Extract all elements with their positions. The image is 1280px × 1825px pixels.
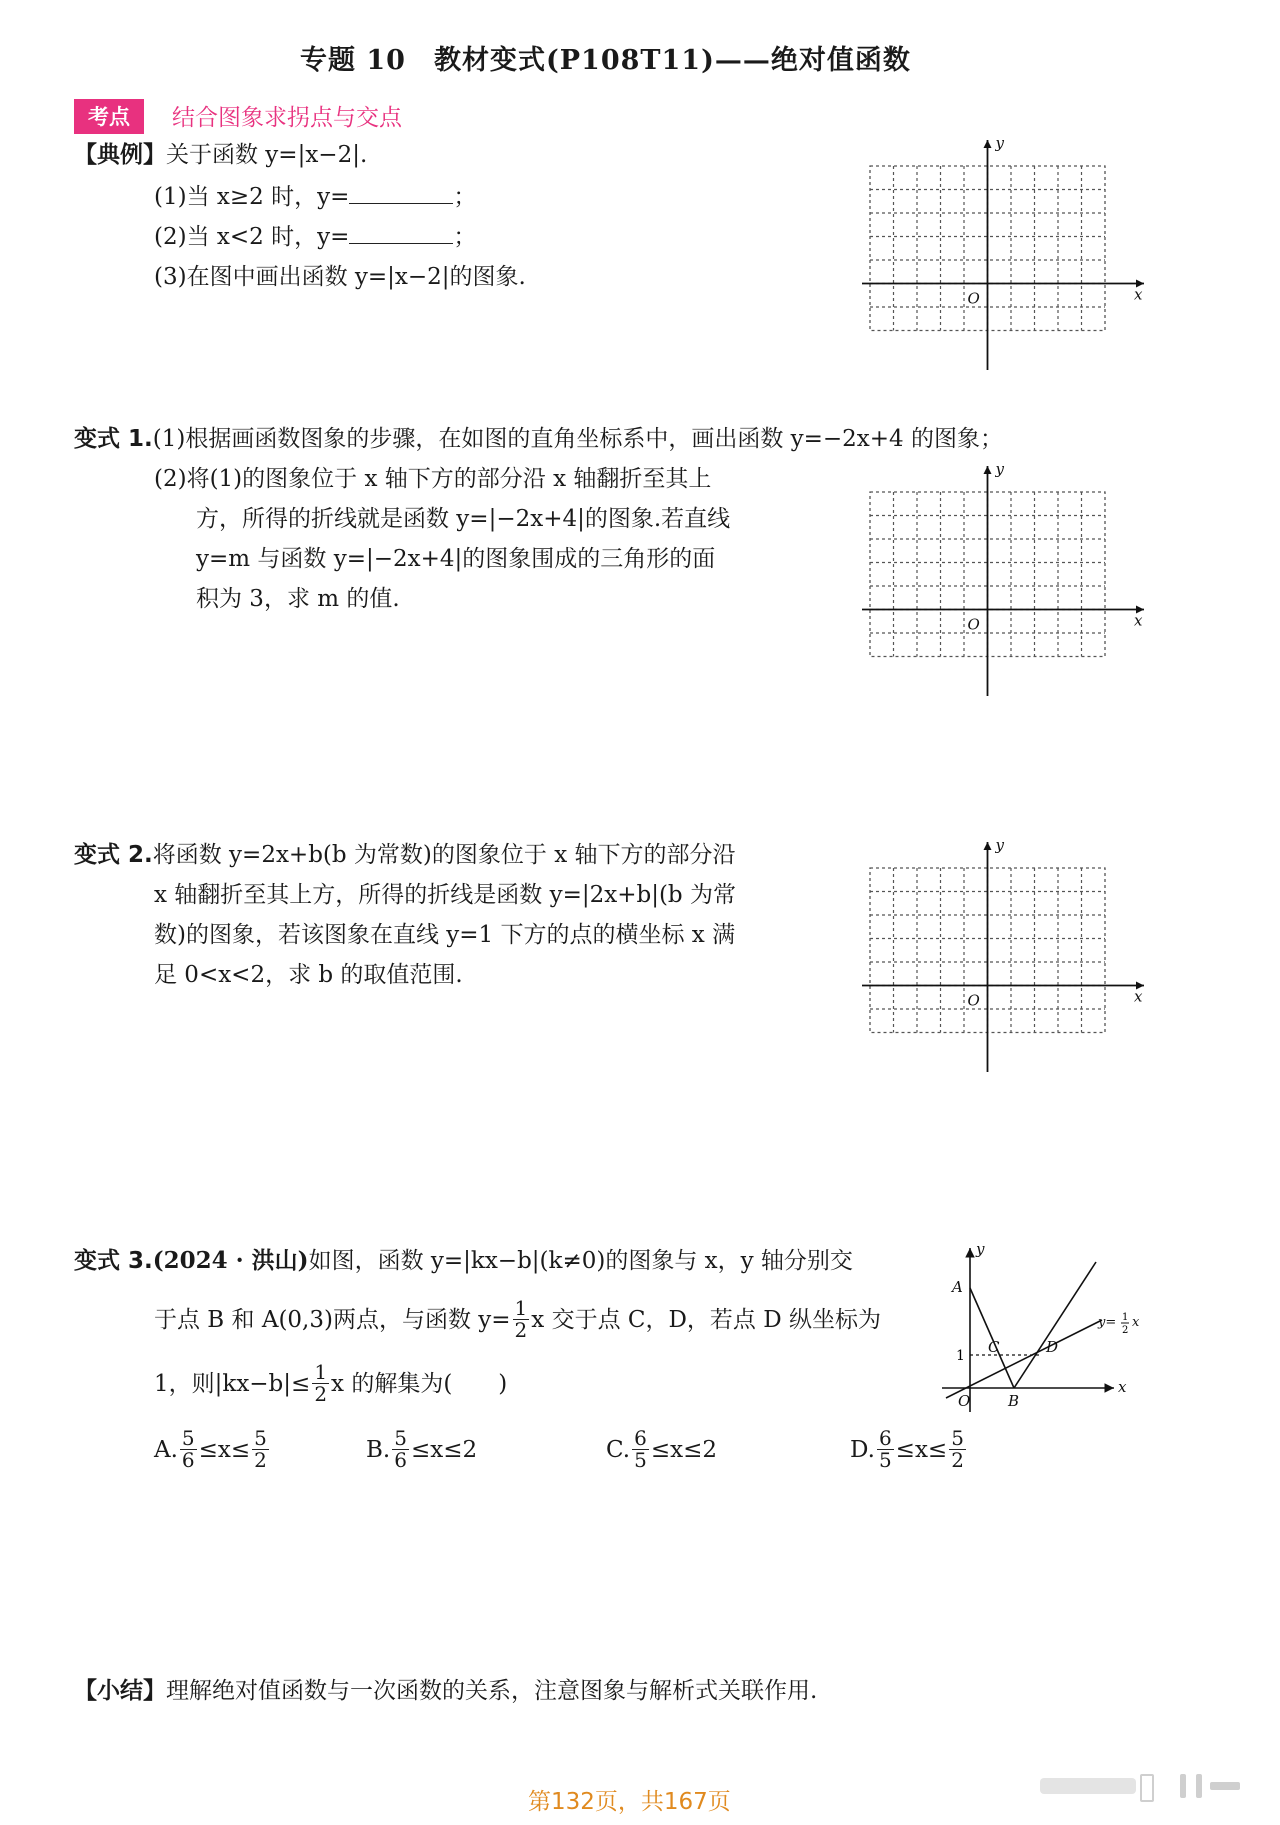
variant1-line2: (2)将(1)的图象位于 x 轴下方的部分沿 x 轴翻折至其上 [154,466,712,492]
variant1-line3: 方，所得的折线就是函数 y=|−2x+4|的图象.若直线 [196,506,731,532]
fraction-half [513,1298,530,1341]
option-frac-2-num: 5 [254,1426,267,1450]
y-arrow-icon [984,140,992,148]
option-frac-2-num: 5 [951,1426,964,1450]
option-b[interactable] [366,1428,477,1471]
fig-label-y: y [976,1240,985,1258]
option-frac-1 [632,1428,649,1471]
page-indicator: 第132页，共167页 [528,1789,731,1815]
fig-line-right [1014,1262,1096,1388]
variant2-line1 [74,840,736,870]
option-frac-1 [392,1428,409,1471]
option-frac-1-den: 6 [394,1448,407,1472]
example-q1-text: (1)当 x≥2 时，y= [154,184,350,210]
grid-label-o: O [967,991,980,1010]
variant1-line1 [74,424,1003,454]
variant2-l1: 将函数 y=2x+b(b 为常数)的图象位于 x 轴下方的部分沿 [152,842,736,868]
option-frac-1 [180,1428,197,1471]
frac-num: 1 [514,1296,528,1320]
example-tag: 【典例】 [74,142,166,168]
option-frac-1-den: 5 [878,1448,892,1472]
option-frac-1-num: 5 [181,1426,195,1450]
option-inequality: ≤x≤2 [650,1436,717,1463]
fig-label-one: 1 [956,1348,965,1364]
fig-label-c: C [988,1338,1000,1356]
variant3-l3b: x 的解集为( ) [331,1370,508,1397]
summary [74,1676,817,1706]
fig-line-label-num: 1 [1122,1312,1129,1323]
option-frac-2 [252,1428,269,1471]
option-frac-1 [877,1428,894,1471]
scroll-handle-left[interactable] [1140,1774,1154,1802]
variant3-l1: 如图，函数 y=|kx−b|(k≠0)的图象与 x，y 轴分别交 [308,1248,853,1274]
semicolon-2: ； [453,224,477,250]
option-frac-1-num: 5 [394,1426,407,1450]
fig-line-label-x: x [1132,1315,1140,1330]
summary-tag: 【小结】 [74,1678,166,1704]
variant3-line3 [154,1362,507,1405]
fig-line-label-den: 2 [1122,1325,1129,1336]
option-inequality: ≤x≤2 [410,1436,478,1463]
variant3-line2 [154,1298,881,1341]
grid-label-x: x [1134,611,1143,630]
answer-blank-1[interactable] [349,183,453,204]
grid-label-y: y [995,836,1004,854]
variant2-line4: 足 0<x<2，求 b 的取值范围. [154,962,463,988]
coordinate-grid-2[interactable] [862,460,1148,696]
variant1-line4: y=m 与函数 y=|−2x+4|的图象围成的三角形的面 [196,546,716,572]
variant2-line3: 数)的图象，若该图象在直线 y=1 下方的点的横坐标 x 满 [154,922,736,948]
coordinate-grid-3[interactable] [862,836,1148,1072]
variant1-l1: (1)根据画函数图象的步骤，在如图的直角坐标系中，画出函数 y=−2x+4 的图象； [152,426,1003,452]
option-frac-2 [949,1428,966,1471]
coordinate-grid-1[interactable] [862,134,1148,370]
example-q2 [154,222,476,252]
kaodian-text: 结合图象求拐点与交点 [172,105,402,131]
fig-label-x: x [1118,1378,1127,1396]
y-arrow-icon [984,466,992,474]
grid-label-x: x [1134,285,1143,304]
summary-text: 理解绝对值函数与一次函数的关系，注意图象与解析式关联作用. [166,1678,818,1704]
fig-label-o: O [958,1392,971,1410]
option-frac-2-den: 2 [254,1448,267,1472]
option-c[interactable] [606,1428,717,1471]
grid-label-y: y [995,134,1004,152]
variant2-line2: x 轴翻折至其上方，所得的折线是函数 y=|2x+b|(b 为常 [154,882,736,908]
fig-label-d: D [1046,1338,1059,1356]
option-letter: D. [850,1436,875,1463]
option-frac-1-den: 5 [634,1448,647,1472]
fig-line-label: y= [1098,1315,1117,1330]
frac-den-2: 2 [314,1382,328,1406]
option-frac-2-den: 2 [951,1448,964,1472]
fig-label-a: A [952,1278,963,1296]
grid-label-o: O [967,289,980,308]
variant3-l3a: 1，则|kx−b|≤ [154,1370,311,1397]
example-q1 [154,182,476,212]
fig-label-b: B [1008,1392,1020,1410]
frac-den: 2 [514,1318,528,1342]
option-d[interactable] [850,1428,968,1471]
scroll-handle-end[interactable] [1210,1782,1240,1790]
horizontal-scroll-thumb[interactable] [1040,1778,1136,1794]
grid-label-x: x [1134,987,1143,1006]
variant3-l2a: 于点 B 和 A(0,3)两点，与函数 y= [154,1306,511,1333]
variant2-tag: 变式 2. [74,842,153,868]
grid-label-y: y [995,460,1004,478]
example-q2-text: (2)当 x<2 时，y= [154,224,350,250]
example-stem-text: 关于函数 y=|x−2|. [166,142,368,168]
frac-num-2: 1 [314,1360,328,1384]
grid-label-o: O [967,615,980,634]
variant3-figure [936,1240,1156,1418]
variant3-l2b: x 交于点 C，D，若点 D 纵坐标为 [531,1306,881,1333]
example-stem [74,140,367,170]
answer-blank-2[interactable] [349,223,453,244]
semicolon-1: ； [453,184,477,210]
variant3-line1 [74,1246,853,1276]
fraction-half-2 [312,1362,329,1405]
page-title: 专题 10 教材变式(P108T11)——绝对值函数 [300,45,911,76]
option-inequality: ≤x≤ [198,1436,251,1463]
option-letter: C. [606,1436,631,1463]
y-arrow-icon [984,842,992,850]
option-frac-1-num: 6 [878,1426,892,1450]
option-a[interactable] [154,1428,271,1471]
option-letter: B. [366,1436,391,1463]
option-frac-1-den: 6 [181,1448,195,1472]
option-letter: A. [154,1436,178,1463]
kaodian-badge: 考点 [74,99,144,134]
variant1-tag: 变式 1. [74,426,153,452]
option-frac-1-num: 6 [634,1426,647,1450]
scroll-handle-mid[interactable] [1180,1774,1186,1798]
variant3-tag: 变式 3. [74,1248,153,1274]
scroll-handle-right[interactable] [1196,1774,1202,1798]
variant3-source: (2024 · 洪山) [152,1247,309,1274]
example-q3: (3)在图中画出函数 y=|x−2|的图象. [154,264,526,290]
option-inequality: ≤x≤ [895,1436,948,1463]
variant1-line5: 积为 3，求 m 的值. [196,586,400,612]
